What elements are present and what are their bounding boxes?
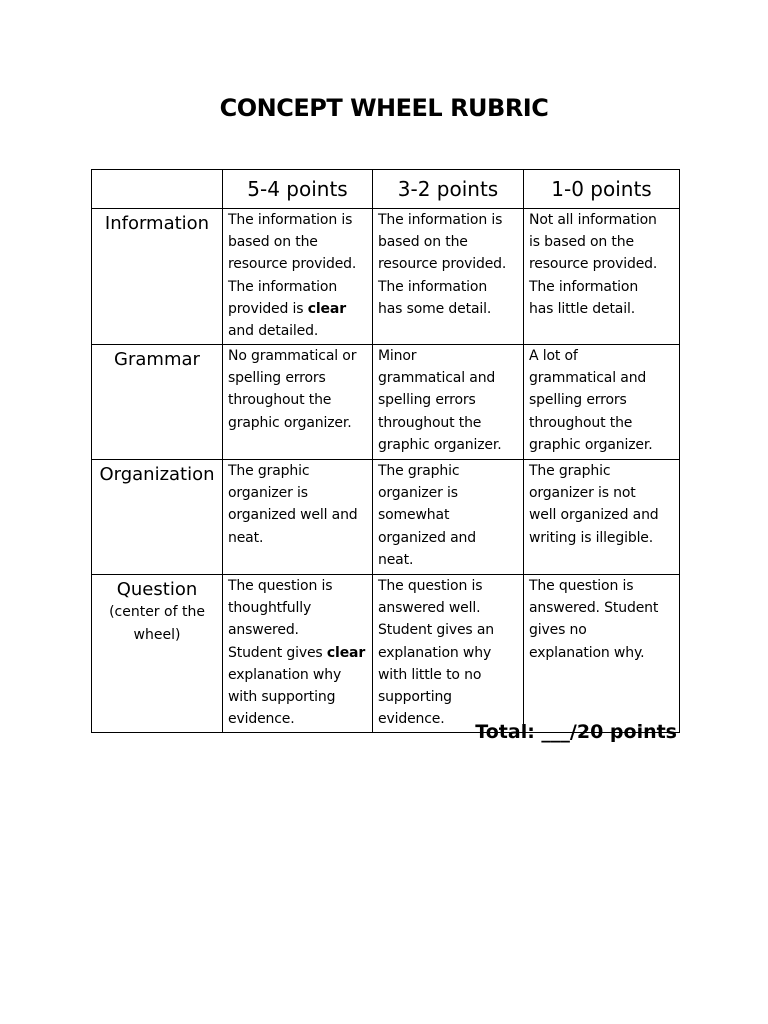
cell-line: Not all information	[529, 212, 657, 228]
cell-line: evidence.	[228, 711, 295, 728]
cell-line: The question is	[378, 578, 483, 594]
cell-line: supporting	[378, 689, 452, 706]
cell-line: resource provided.	[529, 256, 658, 273]
cell-line: spelling errors	[529, 392, 627, 409]
criterion-sublabel: (center of the	[109, 604, 205, 620]
criterion-label: Information	[104, 213, 210, 234]
header-row	[92, 170, 680, 209]
cell-line: The information	[378, 278, 488, 295]
cell-line: A lot of	[529, 348, 578, 364]
cell-question-1-0	[524, 575, 680, 733]
cell-line: explanation why	[378, 644, 492, 661]
criterion-grammar	[92, 345, 223, 460]
criterion-sublabel: wheel)	[133, 627, 181, 643]
cell-line: graphic organizer.	[378, 436, 502, 453]
criterion-label: Organization	[99, 464, 215, 485]
cell-line: with little to no	[378, 666, 482, 683]
cell-line: The graphic	[228, 463, 310, 479]
cell-line: Student gives	[228, 644, 327, 661]
cell-line: well organized and	[529, 507, 659, 524]
cell-line: has some detail.	[378, 300, 492, 317]
cell-line: graphic organizer.	[228, 414, 352, 431]
cell-information-5-4	[223, 209, 373, 345]
cell-line: grammatical and	[378, 370, 496, 387]
cell-line: explanation why	[228, 666, 342, 683]
cell-line: organizer is not	[529, 485, 636, 502]
table-row-grammar	[92, 345, 680, 460]
cell-line: The information is	[378, 212, 503, 228]
cell-line: throughout the	[529, 414, 633, 431]
cell-line: explanation why.	[529, 644, 645, 661]
criterion-label: Question	[116, 579, 198, 600]
criterion-information	[92, 209, 223, 345]
cell-line: The information is	[228, 212, 353, 228]
cell-line: organized well and	[228, 507, 358, 524]
cell-line: The graphic	[378, 463, 460, 479]
cell-line: The information	[529, 278, 639, 295]
cell-line: throughout the	[378, 414, 482, 431]
criterion-organization	[92, 460, 223, 575]
cell-line: spelling errors	[228, 370, 326, 387]
cell-line: with supporting	[228, 689, 336, 706]
cell-organization-5-4	[223, 460, 373, 575]
cell-line: throughout the	[228, 392, 332, 409]
cell-line: Student gives an	[378, 622, 495, 639]
cell-question-3-2	[373, 575, 524, 733]
cell-information-1-0	[524, 209, 680, 345]
cell-question-5-4	[223, 575, 373, 733]
cell-line: graphic organizer.	[529, 436, 653, 453]
header-3-2-points: 3-2 points	[373, 170, 524, 209]
cell-line: resource provided.	[228, 256, 357, 273]
cell-line: resource provided.	[378, 256, 507, 273]
cell-line: and detailed.	[228, 323, 319, 340]
cell-line: The question is	[228, 578, 333, 594]
emphasis-clear: clear	[326, 644, 366, 661]
cell-line: evidence.	[378, 711, 445, 728]
header-1-0-points: 1-0 points	[524, 170, 680, 209]
cell-line: spelling errors	[378, 392, 476, 409]
cell-line: based on the	[228, 234, 318, 251]
total-score: Total: ___/20 points	[475, 721, 677, 743]
cell-line: organized and	[378, 529, 476, 546]
header-empty-cell	[92, 170, 223, 209]
cell-line: organizer is	[378, 485, 458, 502]
cell-line: thoughtfully	[228, 600, 312, 617]
cell-line: has little detail.	[529, 300, 636, 317]
cell-organization-1-0	[524, 460, 680, 575]
cell-line: answered. Student	[529, 600, 659, 617]
table-row-question	[92, 575, 680, 733]
table-row-organization	[92, 460, 680, 575]
criterion-label: Grammar	[114, 349, 200, 370]
page-title: CONCEPT WHEEL RUBRIC	[219, 94, 549, 122]
criterion-question	[92, 575, 223, 733]
cell-line: gives no	[529, 622, 587, 639]
emphasis-clear: clear	[307, 300, 346, 317]
cell-line: The question is	[529, 578, 634, 594]
cell-line: answered.	[228, 622, 299, 639]
cell-line: neat.	[378, 551, 414, 568]
cell-line: The graphic	[529, 463, 611, 479]
table-row-information	[92, 209, 680, 345]
cell-grammar-5-4	[223, 345, 373, 460]
cell-line: The information	[228, 278, 338, 295]
cell-line: No grammatical or	[228, 348, 357, 364]
cell-line: organizer is	[228, 485, 308, 502]
cell-line: is based on the	[529, 234, 634, 251]
cell-organization-3-2	[373, 460, 524, 575]
cell-line: writing is illegible.	[529, 529, 654, 546]
cell-line: based on the	[378, 234, 468, 251]
cell-line: Minor	[378, 348, 417, 364]
cell-line: answered well.	[378, 600, 481, 617]
cell-line: neat.	[228, 529, 264, 546]
cell-line: somewhat	[378, 507, 450, 524]
cell-line: grammatical and	[529, 370, 647, 387]
cell-information-3-2	[373, 209, 524, 345]
cell-grammar-3-2	[373, 345, 524, 460]
cell-grammar-1-0	[524, 345, 680, 460]
rubric-table	[91, 169, 680, 733]
header-5-4-points: 5-4 points	[223, 170, 373, 209]
cell-line: provided is	[228, 300, 308, 317]
